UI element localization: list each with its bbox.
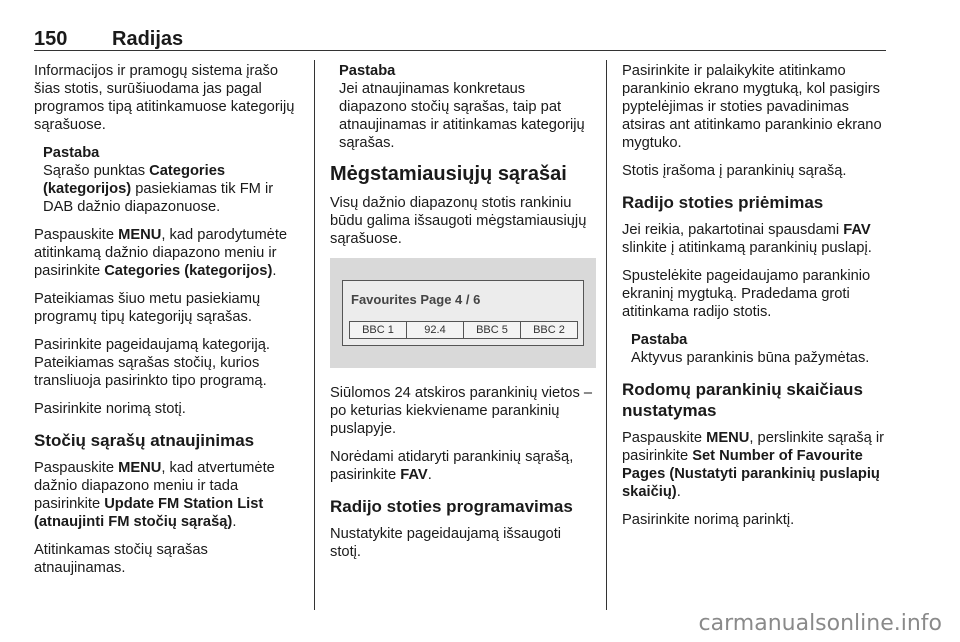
button-term: FAV — [843, 222, 871, 238]
favourites-buttons — [349, 321, 577, 339]
column-2 — [330, 62, 596, 571]
menu-term: Categories (kategorijos) — [43, 163, 226, 197]
button-term: FAV — [400, 467, 428, 483]
button-term: MENU — [706, 430, 750, 446]
page-number: 150 — [34, 28, 68, 50]
note-text — [43, 162, 300, 216]
favourite-button-4: BBC 2 — [520, 321, 578, 339]
menu-term: Categories (kategorijos) — [104, 263, 273, 279]
text-run: pasiekiamas tik FM ir DAB dažnio diapazonuose. — [43, 181, 274, 215]
paragraph: Visų dažnio diapazonų stotis rankiniu būdu galima išsaugoti mėgstamiausiųjų sąrašuose. — [330, 195, 587, 247]
text-run: Norėdami atidaryti parankinių sąrašą, pasirinkite — [330, 449, 574, 483]
column-3 — [622, 62, 888, 539]
paragraph: Nustatykite pageidaujamą išsaugoti stotį. — [330, 526, 562, 560]
note-title: Pastaba — [43, 145, 100, 161]
paragraph: Siūlomos 24 atskiros parankinių vietos – po keturias kiekviename parankinių puslapyje. — [330, 385, 593, 437]
paragraph: Pasirinkite pageidaujamą kategoriją. Pateikiamas sąrašas stočių, kurios transliuoja pasirinkto tipo programą. — [34, 337, 270, 389]
button-term: MENU — [118, 460, 162, 476]
paragraph: Pasirinkite norimą stotį. — [34, 401, 186, 417]
paragraph: Pasirinkite norimą parinktį. — [622, 512, 795, 528]
favourite-button-3: BBC 5 — [463, 321, 521, 339]
paragraph — [34, 226, 300, 280]
text-run: . — [232, 514, 237, 530]
note-text: Jei atnaujinamas konkretaus diapazono stočių sąrašas, taip pat atnaujinamas ir atitinkamas kategorijų sąrašas. — [339, 81, 585, 151]
text-run: slinkite į atitinkamą parankinių puslapį. — [622, 240, 872, 256]
text-run: Jei reikia, pakartotinai spausdami — [622, 222, 844, 238]
paragraph — [622, 221, 888, 257]
note — [622, 331, 888, 367]
text-run: , kad atvertumėte dažnio diapazono meniu ir tada pasirinkite — [34, 460, 275, 512]
paragraph — [34, 459, 300, 531]
paragraph: Stotis įrašoma į parankinių sąrašą. — [622, 163, 847, 179]
column-1 — [34, 62, 300, 587]
text-run: , perslinkite sąrašą ir pasirinkite — [622, 430, 885, 464]
section-heading: Mėgstamiausiųjų sąrašai — [330, 163, 567, 185]
note-title: Pastaba — [631, 332, 688, 348]
paragraph: Spustelėkite pageidaujamo parankinio ekraninį mygtuką. Pradedama groti atitinkama radijo stotis. — [622, 268, 871, 320]
note-text: Aktyvus parankinis būna pažymėtas. — [631, 350, 870, 366]
menu-term: Update FM Station List (atnaujinti FM stočių sąrašą) — [34, 496, 264, 530]
paragraph: Pasirinkite ir palaikykite atitinkamo parankinio ekrano mygtuką, kol pasigirs pyptelėjimas ir stoties pavadinimas atsiras ant atitinkamo parankinio ekrano mygtuko. — [622, 63, 882, 151]
column-divider-2 — [606, 60, 607, 610]
favourites-panel — [342, 280, 584, 346]
note-title: Pastaba — [339, 63, 396, 79]
text-run: . — [272, 263, 277, 279]
text-run: Paspauskite — [34, 460, 119, 476]
text-run: Paspauskite — [34, 227, 119, 243]
section-title: Radijas — [112, 28, 184, 50]
text-run: , kad parodytumėte atitinkamą dažnio diapazono meniu ir pasirinkite — [34, 227, 288, 279]
favourite-button-2: 92.4 — [406, 321, 464, 339]
column-divider-1 — [314, 60, 315, 610]
favourites-page-title: Favourites Page 4 / 6 — [351, 292, 481, 307]
note — [330, 62, 596, 152]
section-heading: Radijo stoties priėmimas — [622, 193, 824, 212]
favourite-button-1: BBC 1 — [349, 321, 407, 339]
text-run: . — [676, 484, 681, 500]
paragraph: Atitinkamas stočių sąrašas atnaujinamas. — [34, 542, 208, 576]
section-heading: Rodomų parankinių skaičiaus nustatymas — [622, 380, 863, 420]
menu-term: Set Number of Favourite Pages (Nustatyti parankinių puslapių skaičių) — [622, 448, 880, 500]
text-run: . — [427, 467, 432, 483]
favourites-screen-figure — [330, 258, 596, 368]
watermark: carmanualsonline.info — [698, 611, 942, 636]
paragraph — [330, 448, 596, 484]
paragraph — [622, 429, 888, 501]
button-term: MENU — [118, 227, 162, 243]
section-heading: Radijo stoties programavimas — [330, 497, 573, 516]
section-heading: Stočių sąrašų atnaujinimas — [34, 431, 255, 450]
paragraph: Informacijos ir pramogų sistema įrašo šias stotis, surūšiuodama jas pagal programos tipą atitinkamuose kategorijų sąrašuose. — [34, 63, 295, 133]
page-header — [34, 28, 886, 52]
text-run: Paspauskite — [622, 430, 707, 446]
text-run: Sąrašo punktas — [43, 163, 150, 179]
paragraph: Pateikiamas šiuo metu pasiekiamų programų tipų kategorijų sąrašas. — [34, 291, 261, 325]
note — [34, 144, 300, 216]
header-divider — [34, 50, 886, 51]
